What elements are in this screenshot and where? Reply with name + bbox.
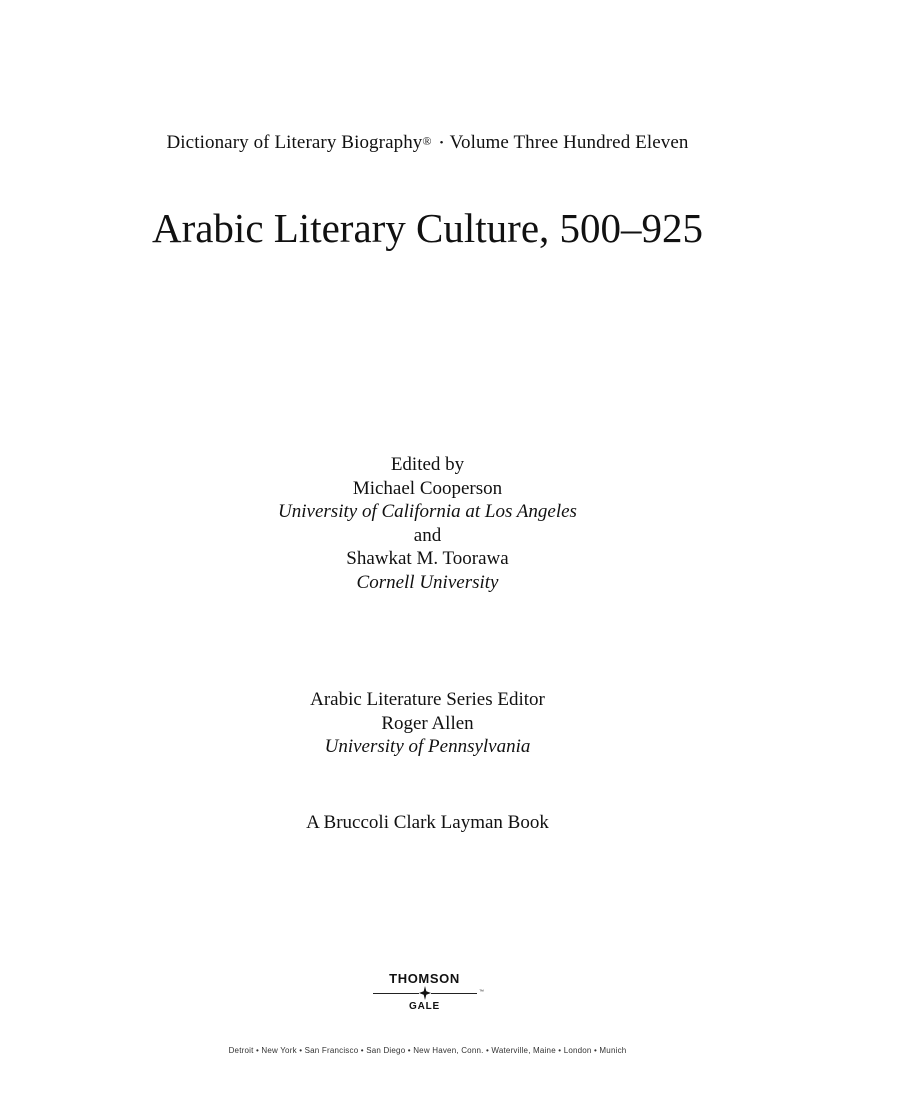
publisher-logo (373, 971, 483, 1019)
publisher-cities: Detroit • New York • San Francisco • San Diego • New Haven, Conn. • Waterville, Maine • London • Munich (228, 1046, 627, 1055)
series-editor-name: Roger Allen (381, 712, 474, 734)
editor-name: Michael Cooperson (352, 477, 503, 499)
logo-bottom-text: GALE (409, 1001, 440, 1012)
publisher-line: A Bruccoli Clark Layman Book (306, 812, 549, 833)
series-editor-affiliation: University of Pennsylvania (324, 736, 531, 757)
trademark-mark: ™ (479, 989, 484, 995)
editors-conjunction: and (413, 524, 442, 546)
editor-name: Shawkat M. Toorawa (346, 548, 509, 569)
logo-top-text: THOMSON (389, 971, 460, 986)
series-editor-label: Arabic Literature Series Editor (310, 689, 545, 710)
volume-label: Volume Three Hundred Eleven (449, 132, 689, 153)
series-line (0, 132, 855, 154)
edited-by-label: Edited by (390, 454, 465, 475)
star-icon (418, 985, 432, 1001)
registered-mark: ® (422, 134, 432, 148)
editors-block (0, 453, 855, 594)
editor-affiliation: Cornell University (356, 571, 499, 593)
series-editor-block (0, 688, 855, 759)
series-separator: • (439, 137, 444, 149)
editor-affiliation: University of California at Los Angeles (278, 501, 577, 522)
series-name: Dictionary of Literary Biography (166, 132, 423, 153)
book-title: Arabic Literary Culture, 500–925 (151, 205, 704, 251)
